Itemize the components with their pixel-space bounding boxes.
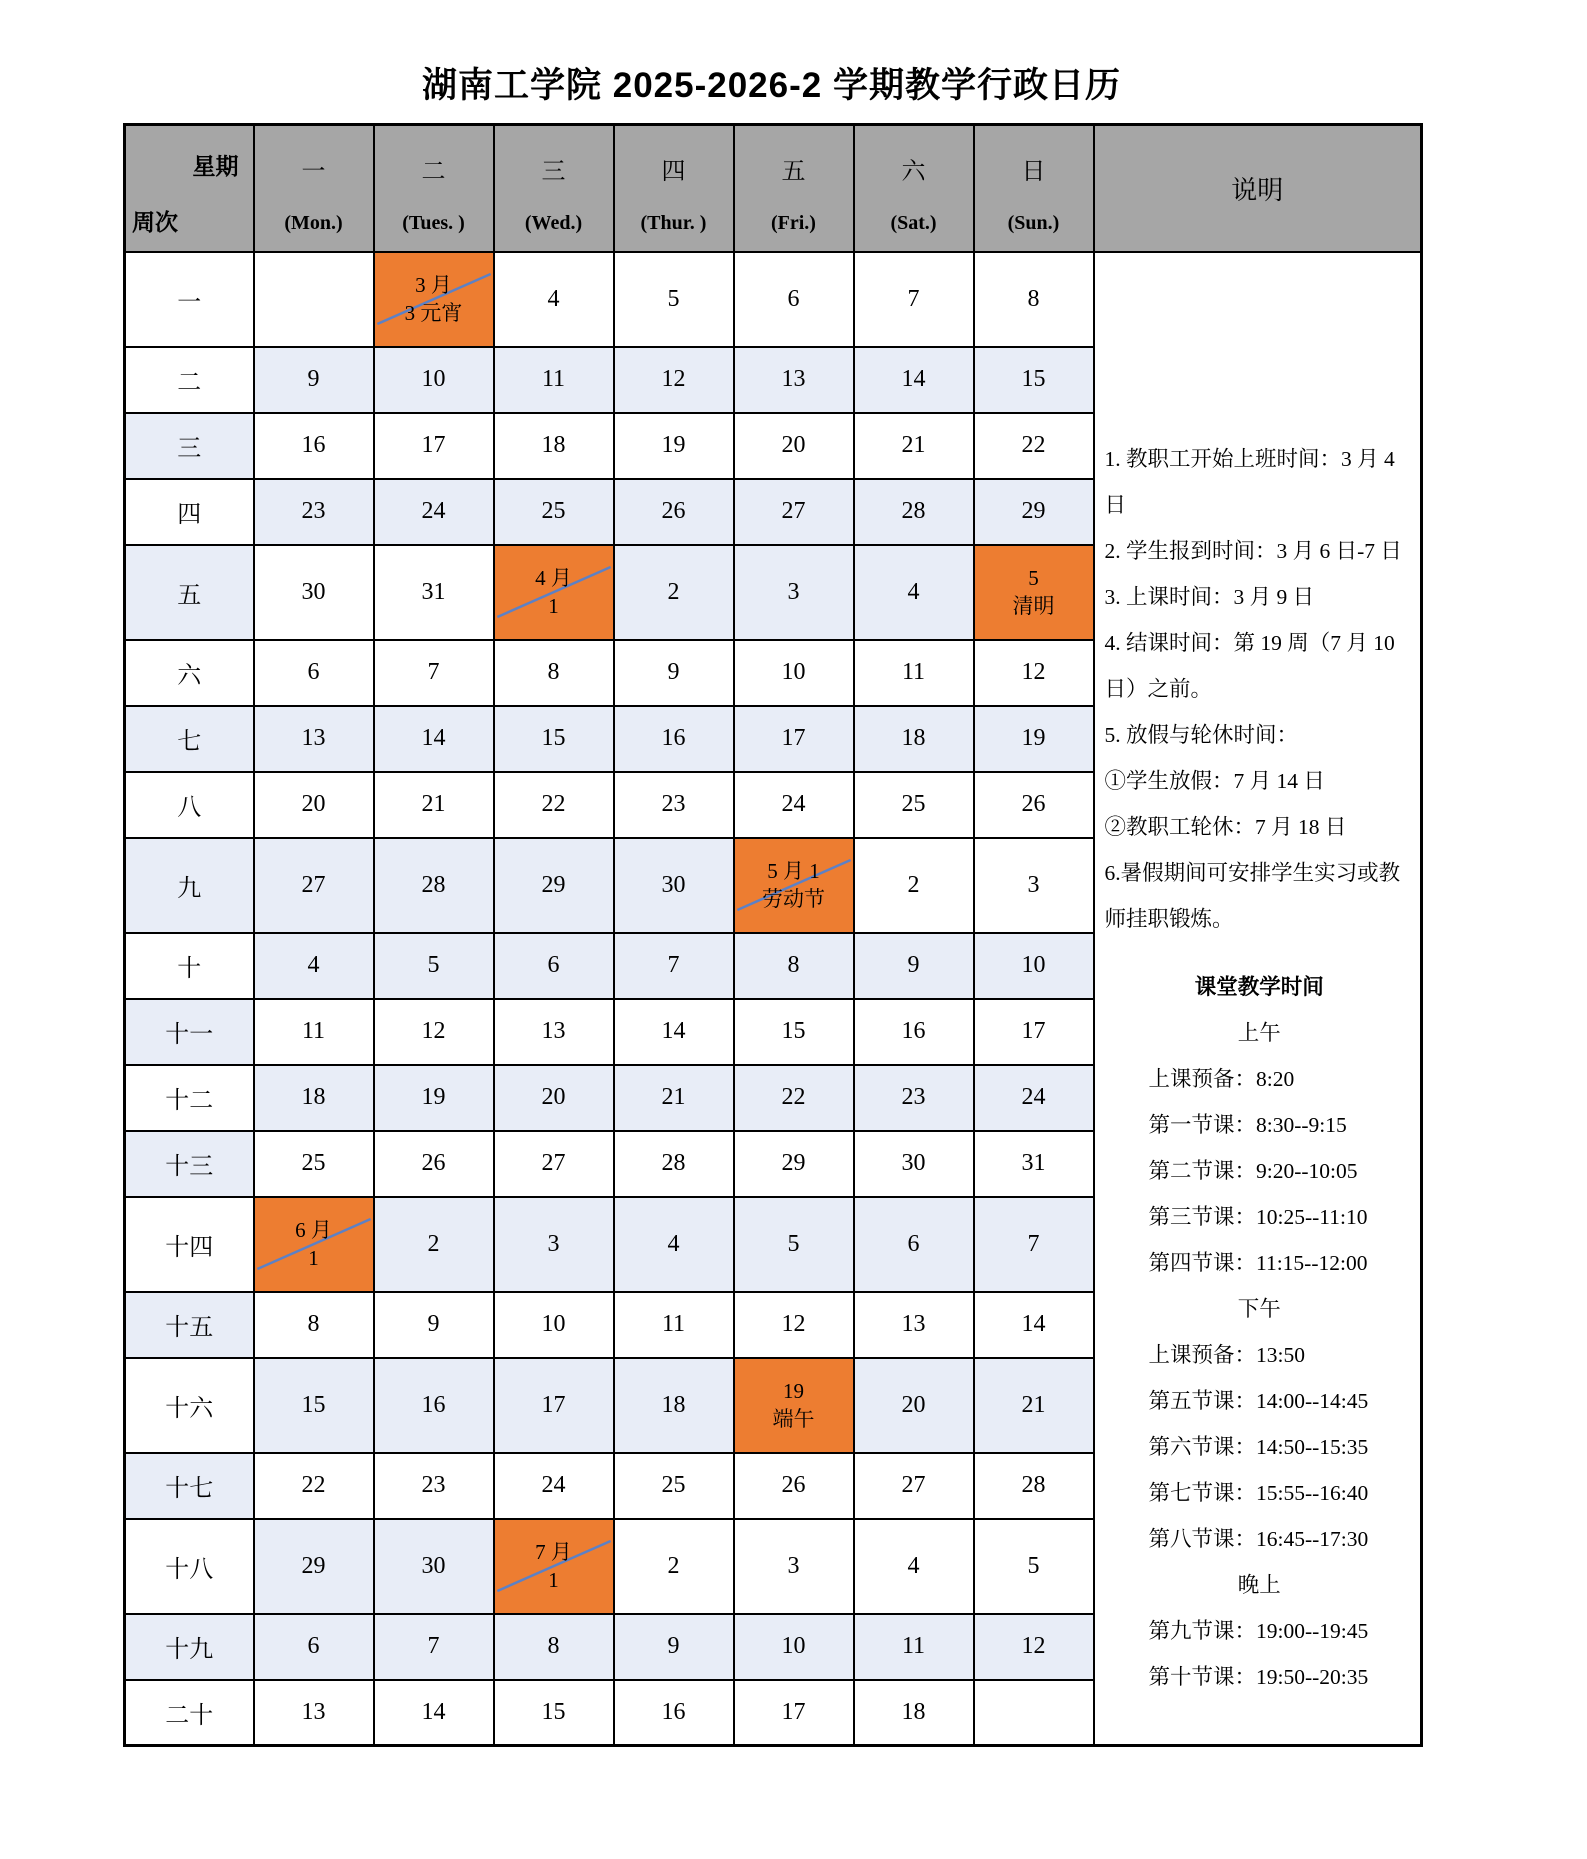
weekday-en: (Tues. ) <box>402 212 465 235</box>
day-cell: 12 <box>974 1614 1094 1680</box>
day-cell: 6 <box>254 640 374 706</box>
weekday-en: (Sun.) <box>1007 212 1060 235</box>
day-cell: 4 <box>854 1519 974 1614</box>
day-cell: 8 <box>974 252 1094 347</box>
note-line: ②教职工轮休：7 月 18 日 <box>1104 815 1347 840</box>
day-cell <box>254 252 374 347</box>
week-label-cell: 十九 <box>125 1614 254 1680</box>
day-cell: 14 <box>374 706 494 772</box>
weekday-header-mon <box>254 125 374 252</box>
weekday-en: (Thur. ) <box>640 212 707 235</box>
week-label-cell: 十一 <box>125 999 254 1065</box>
weekday-en: (Fri.) <box>771 212 816 235</box>
holiday-cell <box>254 1197 374 1292</box>
day-cell: 23 <box>854 1065 974 1131</box>
day-cell: 28 <box>614 1131 734 1197</box>
holiday-line2: 3 元宵 <box>404 301 463 325</box>
day-cell: 23 <box>614 772 734 838</box>
day-cell: 25 <box>254 1131 374 1197</box>
week-label-cell: 五 <box>125 545 254 640</box>
holiday-cell <box>494 1519 614 1614</box>
week-label-cell: 十六 <box>125 1358 254 1453</box>
note-line: 第十节课：19:50--20:35 <box>1148 1665 1369 1690</box>
day-cell: 28 <box>974 1453 1094 1519</box>
holiday-line1: 3 月 <box>415 273 452 297</box>
day-cell: 24 <box>374 479 494 545</box>
day-cell: 29 <box>494 838 614 933</box>
day-cell: 6 <box>854 1197 974 1292</box>
week-label-cell: 四 <box>125 479 254 545</box>
day-cell: 4 <box>254 933 374 999</box>
day-cell: 2 <box>614 545 734 640</box>
note-line: 上课预备：13:50 <box>1148 1343 1305 1368</box>
note-line: ①学生放假：7 月 14 日 <box>1104 769 1325 794</box>
weekday-header-thu <box>614 125 734 252</box>
note-line: 2. 学生报到时间：3 月 6 日-7 日 <box>1104 539 1402 564</box>
note-line: 4. 结课时间：第 19 周（7 月 10 日）之前。 <box>1104 631 1395 702</box>
day-cell: 8 <box>734 933 854 999</box>
day-cell: 18 <box>494 413 614 479</box>
weekday-cn: 日 <box>1021 159 1046 186</box>
day-cell: 9 <box>854 933 974 999</box>
note-line: 第六节课：14:50--15:35 <box>1148 1435 1369 1460</box>
note-line: 6.暑假期间可安排学生实习或教师挂职锻炼。 <box>1104 861 1401 932</box>
day-cell: 16 <box>854 999 974 1065</box>
day-cell: 7 <box>854 252 974 347</box>
day-cell: 16 <box>614 706 734 772</box>
holiday-content <box>735 859 853 911</box>
day-cell: 19 <box>974 706 1094 772</box>
day-cell: 16 <box>374 1358 494 1453</box>
holiday-line2: 1 <box>548 594 559 618</box>
day-cell: 6 <box>494 933 614 999</box>
week-label-cell: 十八 <box>125 1519 254 1614</box>
note-line: 第五节课：14:00--14:45 <box>1148 1389 1369 1414</box>
day-cell: 12 <box>614 347 734 413</box>
day-cell: 23 <box>254 479 374 545</box>
holiday-line1: 7 月 <box>535 1540 572 1564</box>
day-cell: 14 <box>854 347 974 413</box>
day-cell: 24 <box>734 772 854 838</box>
holiday-content <box>735 1379 853 1431</box>
day-cell: 28 <box>374 838 494 933</box>
day-cell: 3 <box>734 1519 854 1614</box>
calendar-body <box>125 252 1422 1746</box>
holiday-cell <box>974 545 1094 640</box>
day-cell: 12 <box>374 999 494 1065</box>
note-line: 下午 <box>1237 1297 1281 1322</box>
holiday-cell <box>494 545 614 640</box>
week-label-cell: 七 <box>125 706 254 772</box>
weekday-cn: 三 <box>541 159 566 186</box>
day-cell: 12 <box>974 640 1094 706</box>
weekday-en: (Mon.) <box>284 212 343 235</box>
day-cell: 25 <box>494 479 614 545</box>
day-cell: 4 <box>494 252 614 347</box>
day-cell: 17 <box>374 413 494 479</box>
day-cell: 2 <box>374 1197 494 1292</box>
day-cell: 15 <box>494 706 614 772</box>
day-cell: 3 <box>974 838 1094 933</box>
day-cell: 16 <box>254 413 374 479</box>
holiday-content <box>255 1218 373 1270</box>
weekday-header-wed <box>494 125 614 252</box>
day-cell: 22 <box>734 1065 854 1131</box>
weekday-cn: 四 <box>661 159 686 186</box>
holiday-content <box>375 273 493 325</box>
weekday-en: (Sat.) <box>890 212 937 235</box>
day-cell: 22 <box>494 772 614 838</box>
day-cell: 9 <box>374 1292 494 1358</box>
day-cell: 11 <box>854 640 974 706</box>
day-cell: 18 <box>854 1680 974 1746</box>
day-cell: 24 <box>494 1453 614 1519</box>
week-label-cell: 十 <box>125 933 254 999</box>
day-cell: 13 <box>494 999 614 1065</box>
day-cell: 11 <box>854 1614 974 1680</box>
day-cell: 19 <box>374 1065 494 1131</box>
week-label-cell: 十三 <box>125 1131 254 1197</box>
note-line: 5. 放假与轮休时间： <box>1104 723 1299 748</box>
day-cell: 10 <box>494 1292 614 1358</box>
day-cell: 8 <box>254 1292 374 1358</box>
day-cell: 23 <box>374 1453 494 1519</box>
notes-panel <box>1094 252 1422 1746</box>
weekday-header-sat <box>854 125 974 252</box>
day-cell: 5 <box>974 1519 1094 1614</box>
day-cell: 15 <box>734 999 854 1065</box>
day-cell: 7 <box>374 1614 494 1680</box>
week-label-cell: 八 <box>125 772 254 838</box>
day-cell: 18 <box>614 1358 734 1453</box>
day-cell: 11 <box>614 1292 734 1358</box>
day-cell: 2 <box>614 1519 734 1614</box>
notes-body <box>1095 286 1421 1710</box>
day-cell: 2 <box>854 838 974 933</box>
weekday-cn: 二 <box>421 159 446 186</box>
holiday-line1: 6 月 <box>295 1218 332 1242</box>
holiday-cell <box>734 838 854 933</box>
day-cell: 19 <box>614 413 734 479</box>
day-cell: 25 <box>854 772 974 838</box>
note-line: 第二节课：9:20--10:05 <box>1148 1159 1358 1184</box>
day-cell: 18 <box>254 1065 374 1131</box>
day-cell: 8 <box>494 640 614 706</box>
day-cell: 5 <box>614 252 734 347</box>
day-cell: 11 <box>254 999 374 1065</box>
note-line: 上午 <box>1237 1021 1281 1046</box>
day-cell: 15 <box>254 1358 374 1453</box>
day-cell: 29 <box>974 479 1094 545</box>
note-line: 课堂教学时间 <box>1194 975 1324 1000</box>
day-cell: 9 <box>254 347 374 413</box>
holiday-content <box>495 1540 613 1592</box>
day-cell: 31 <box>974 1131 1094 1197</box>
note-line: 第七节课：15:55--16:40 <box>1148 1481 1369 1506</box>
day-cell: 27 <box>854 1453 974 1519</box>
notes-title: 说明 <box>1094 125 1422 252</box>
day-cell: 15 <box>494 1680 614 1746</box>
holiday-cell <box>374 252 494 347</box>
day-cell: 5 <box>374 933 494 999</box>
day-cell: 10 <box>734 640 854 706</box>
note-line: 第一节课：8:30--9:15 <box>1148 1113 1347 1138</box>
day-cell: 26 <box>614 479 734 545</box>
note-line <box>1105 942 1415 964</box>
day-cell: 14 <box>374 1680 494 1746</box>
day-cell: 26 <box>734 1453 854 1519</box>
day-cell: 12 <box>734 1292 854 1358</box>
note-line: 第八节课：16:45--17:30 <box>1148 1527 1369 1552</box>
day-cell: 21 <box>614 1065 734 1131</box>
corner-label-weekday: 星期 <box>192 154 239 179</box>
day-cell: 17 <box>494 1358 614 1453</box>
day-cell: 22 <box>974 413 1094 479</box>
day-cell: 7 <box>374 640 494 706</box>
day-cell: 21 <box>854 413 974 479</box>
day-cell: 13 <box>254 706 374 772</box>
day-cell: 27 <box>734 479 854 545</box>
day-cell: 4 <box>854 545 974 640</box>
day-cell: 27 <box>494 1131 614 1197</box>
note-line: 上课预备：8:20 <box>1148 1067 1295 1092</box>
day-cell: 24 <box>974 1065 1094 1131</box>
corner-label-weekno: 周次 <box>132 209 178 235</box>
day-cell: 30 <box>254 545 374 640</box>
day-cell: 13 <box>854 1292 974 1358</box>
holiday-content <box>975 566 1093 618</box>
holiday-line2: 清明 <box>1012 594 1055 618</box>
day-cell: 14 <box>614 999 734 1065</box>
day-cell: 10 <box>374 347 494 413</box>
day-cell: 21 <box>374 772 494 838</box>
weekday-en: (Wed.) <box>524 212 583 235</box>
day-cell: 20 <box>734 413 854 479</box>
day-cell: 3 <box>734 545 854 640</box>
week-label-cell: 一 <box>125 252 254 347</box>
day-cell: 17 <box>974 999 1094 1065</box>
weekday-cn: 五 <box>781 159 806 186</box>
holiday-line2: 1 <box>548 1568 559 1592</box>
day-cell: 28 <box>854 479 974 545</box>
holiday-line1: 5 月 1 <box>767 859 820 883</box>
weekday-header-sun <box>974 125 1094 252</box>
day-cell: 8 <box>494 1614 614 1680</box>
day-cell: 9 <box>614 640 734 706</box>
note-line: 3. 上课时间：3 月 9 日 <box>1104 585 1315 610</box>
weekday-cn: 六 <box>901 159 926 186</box>
holiday-line1: 5 <box>1028 566 1039 590</box>
week-label-cell: 十五 <box>125 1292 254 1358</box>
day-cell: 13 <box>254 1680 374 1746</box>
day-cell: 17 <box>734 706 854 772</box>
page-title: 湖南工学院 2025-2026-2 学期教学行政日历 <box>422 66 1121 105</box>
day-cell: 13 <box>734 347 854 413</box>
week-label-cell: 十四 <box>125 1197 254 1292</box>
week-row <box>125 252 1422 347</box>
day-cell: 22 <box>254 1453 374 1519</box>
day-cell <box>974 1680 1094 1746</box>
day-cell: 10 <box>734 1614 854 1680</box>
weekday-cn: 一 <box>301 159 326 186</box>
day-cell: 30 <box>614 838 734 933</box>
holiday-line1: 4 月 <box>535 566 572 590</box>
week-label-cell: 十二 <box>125 1065 254 1131</box>
calendar-table <box>123 123 1423 1747</box>
day-cell: 31 <box>374 545 494 640</box>
day-cell: 15 <box>974 347 1094 413</box>
day-cell: 29 <box>734 1131 854 1197</box>
day-cell: 7 <box>614 933 734 999</box>
day-cell: 4 <box>614 1197 734 1292</box>
day-cell: 27 <box>254 838 374 933</box>
week-label-cell: 九 <box>125 838 254 933</box>
day-cell: 16 <box>614 1680 734 1746</box>
note-line: 第四节课：11:15--12:00 <box>1148 1251 1368 1276</box>
day-cell: 26 <box>374 1131 494 1197</box>
holiday-line2: 劳动节 <box>762 887 825 911</box>
header-row <box>125 125 1422 252</box>
weekday-header-tue <box>374 125 494 252</box>
day-cell: 6 <box>254 1614 374 1680</box>
holiday-line1: 19 <box>783 1379 804 1403</box>
day-cell: 30 <box>374 1519 494 1614</box>
day-cell: 30 <box>854 1131 974 1197</box>
week-label-cell: 六 <box>125 640 254 706</box>
day-cell: 20 <box>854 1358 974 1453</box>
note-line: 第九节课：19:00--19:45 <box>1148 1619 1369 1644</box>
note-line: 1. 教职工开始上班时间：3 月 4 日 <box>1104 447 1395 518</box>
day-cell: 21 <box>974 1358 1094 1453</box>
header-corner-cell <box>125 125 254 252</box>
day-cell: 11 <box>494 347 614 413</box>
holiday-cell <box>734 1358 854 1453</box>
day-cell: 25 <box>614 1453 734 1519</box>
day-cell: 10 <box>974 933 1094 999</box>
week-label-cell: 三 <box>125 413 254 479</box>
week-label-cell: 二 <box>125 347 254 413</box>
day-cell: 14 <box>974 1292 1094 1358</box>
holiday-content <box>495 566 613 618</box>
day-cell: 5 <box>734 1197 854 1292</box>
day-cell: 6 <box>734 252 854 347</box>
day-cell: 26 <box>974 772 1094 838</box>
day-cell: 3 <box>494 1197 614 1292</box>
holiday-line2: 端午 <box>772 1407 815 1431</box>
day-cell: 29 <box>254 1519 374 1614</box>
day-cell: 20 <box>494 1065 614 1131</box>
day-cell: 7 <box>974 1197 1094 1292</box>
week-label-cell: 十七 <box>125 1453 254 1519</box>
day-cell: 17 <box>734 1680 854 1746</box>
weekday-header-fri <box>734 125 854 252</box>
day-cell: 9 <box>614 1614 734 1680</box>
note-line: 第三节课：10:25--11:10 <box>1148 1205 1368 1230</box>
note-line: 晚上 <box>1237 1573 1281 1598</box>
day-cell: 18 <box>854 706 974 772</box>
week-label-cell: 二十 <box>125 1680 254 1746</box>
holiday-line2: 1 <box>308 1246 319 1270</box>
day-cell: 20 <box>254 772 374 838</box>
